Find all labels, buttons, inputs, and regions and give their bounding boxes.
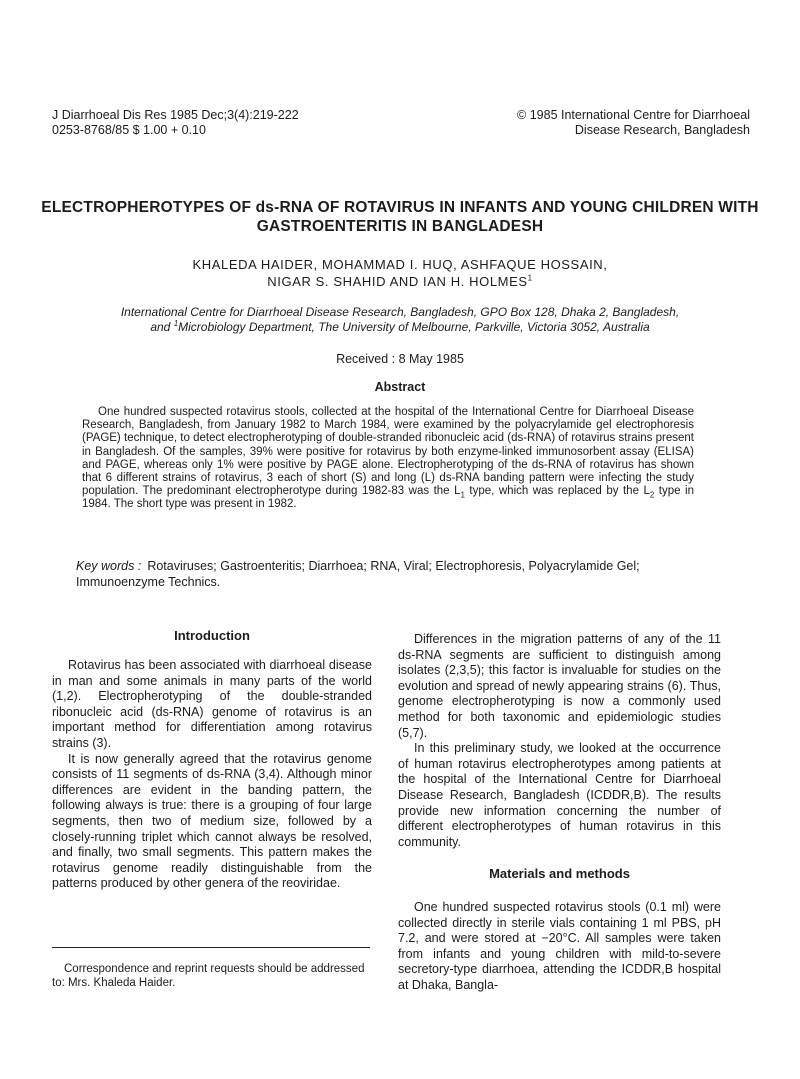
- affiliations: [40, 305, 760, 335]
- keywords-label: Key words :: [76, 559, 142, 573]
- footnote-rule: [52, 947, 370, 948]
- citation-line-1: J Diarrhoeal Dis Res 1985 Dec;3(4):219-222: [52, 108, 299, 122]
- affiliation-line-2: [40, 320, 760, 335]
- authors-line-2-text: NIGAR S. SHAHID AND IAN H. HOLMES: [267, 274, 528, 289]
- copyright-notice: [517, 108, 750, 138]
- correspondence-footnote: Correspondence and reprint requests should be addressed to: Mrs. Khaleda Haider.: [52, 963, 365, 989]
- authors-line-1: KHALEDA HAIDER, MOHAMMAD I. HUQ, ASHFAQUE HOSSAIN,: [192, 257, 608, 272]
- received-date: Received : 8 May 1985: [336, 352, 464, 366]
- intro-paragraph-3: Differences in the migration patterns of any of the 11 ds-RNA segments are sufficient to distinguish among isolates (2,3,5); this factor is invaluable for studies on the evolution and spread of newly appearing strains (6). Thus, genome electropherotyping is now a commonly used method for both taxonomic and epidemiologic studies (5,7).: [398, 632, 721, 740]
- journal-citation: [52, 108, 299, 138]
- methods-column: [398, 900, 721, 994]
- copyright-line-2: Disease Research, Bangladesh: [574, 123, 750, 137]
- abstract-sub-2: 2: [649, 490, 655, 500]
- keywords-text: Rotaviruses; Gastroenteritis; Diarrhoea; RNA, Viral; Electrophoresis, Polyacrylamide Gel; Immunoenzyme Technics.: [76, 559, 640, 589]
- author-affiliation-mark: 1: [527, 273, 533, 283]
- abstract-sub-1: 1: [460, 490, 465, 500]
- right-column: [398, 632, 721, 850]
- affiliation-line-2-text: Microbiology Department, The University of Melbourne, Parkville, Victoria 3052, Australia: [178, 320, 650, 334]
- abstract-text-a: One hundred suspected rotavirus stools, collected at the hospital of the International Centre for Diarrhoeal Disease Research, Bangladesh, from January 1982 to March 1984, were examined by the polyacrylamide gel electrophoresis (PAGE) technique, to detect electropherotyping of double-stranded ribonucleic acid (ds-RNA) of rotavirus strains present in Bangladesh. Of the samples, 39% were positive for rotavirus by both enzyme-linked immunosorbent assay (ELISA) and PAGE, whereas only 1% were positive by PAGE alone. Electropherotyping of the ds-RNA of rotavirus has shown that 6 different strains of rotavirus, 3 each of short (S) and long (L) ds-RNA banding pattern were infecting the study population. The predominant electropherotype during 1982-83 was the L: [82, 406, 694, 498]
- copyright-line-1: © 1985 International Centre for Diarrhoeal: [517, 108, 750, 122]
- abstract-heading: Abstract: [374, 380, 426, 394]
- methods-paragraph-1: One hundred suspected rotavirus stools (0.1 ml) were collected directly in sterile vials containing 1 ml PBS, pH 7.2, and were stored at −20°C. All samples were taken from infants and young children with mild-to-severe secretory-type diarrhoea, attending the ICDDR,B hospital at Dhaka, Bangla-: [398, 900, 721, 992]
- intro-paragraph-4: In this preliminary study, we looked at the occurrence of human rotavirus electropherotypes among patients at the hospital of the International Centre for Diarrhoeal Disease Research, Bangladesh (ICDDR,B). The results provide new information concerning the number of different electropherotypes of human rotavirus in this community.: [398, 741, 721, 849]
- author-list: [60, 256, 740, 290]
- affiliation-mark: 1: [173, 319, 179, 328]
- abstract-body: [82, 406, 694, 512]
- article-title: ELECTROPHEROTYPES OF ds-RNA OF ROTAVIRUS IN INFANTS AND YOUNG CHILDREN WITH GASTROENTERITIS IN BANGLADESH: [41, 199, 759, 235]
- intro-paragraph-1: Rotavirus has been associated with diarrhoeal disease in man and some animals in many parts of the world (1,2). Electropherotyping of the double-stranded ribonucleic acid (ds-RNA) genome of rotavirus is an important method for differentiation among rotavirus strains (3).: [52, 658, 372, 750]
- affiliation-and: and: [150, 320, 171, 334]
- intro-paragraph-2: It is now generally agreed that the rotavirus genome consists of 11 segments of ds-RNA (3,4). Although minor differences are evident in the banding pattern, the following always is true: there is a grouping of four large segments, then two of medium size, followed by a closely-running triplet which cannot always be resolved, and finally, two small segments. This pattern makes the rotavirus genome readily distinguishable from the patterns produced by other genera of the reoviridae.: [52, 751, 372, 891]
- methods-heading: Materials and methods: [489, 866, 630, 881]
- affiliation-line-1: International Centre for Diarrhoeal Disease Research, Bangladesh, GPO Box 128, Dhaka 2, Bangladesh,: [120, 305, 680, 319]
- left-column: [52, 658, 372, 892]
- introduction-heading: Introduction: [174, 628, 250, 643]
- abstract-text-c: type in 1984. The short type was present in 1982.: [82, 485, 694, 511]
- abstract-text-b: type, which was replaced by the L: [464, 485, 650, 498]
- citation-line-2: 0253-8768/85 $ 1.00 + 0.10: [52, 123, 206, 137]
- keywords: [76, 559, 696, 590]
- authors-line-2: [60, 273, 740, 290]
